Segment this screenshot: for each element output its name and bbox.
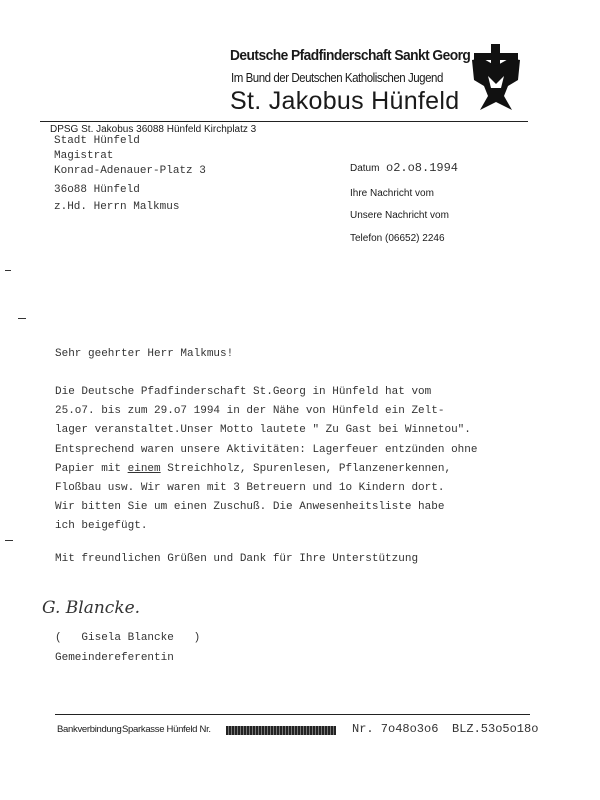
underlined-word: einem	[127, 463, 161, 475]
bank-code: BLZ.53o5o18o	[452, 722, 539, 736]
branch-name: St. Jakobus Hünfeld	[230, 87, 460, 115]
date-value: o2.o8.1994	[386, 161, 459, 175]
sender-line: DPSG St. Jakobus 36088 Hünfeld Kirchplatz 3	[50, 124, 257, 135]
fold-mark	[5, 270, 11, 271]
bank-label: Bankverbindung	[57, 724, 122, 735]
body-line: Entsprechend waren unsere Aktivitäten: Lagerfeuer entzünden ohne	[55, 444, 478, 456]
body-line: Die Deutsche Pfadfinderschaft St.Georg in Hünfeld hat vom	[55, 386, 432, 398]
our-message-label: Unsere Nachricht vom	[350, 210, 449, 221]
bank-name: Sparkasse Hünfeld Nr.	[122, 724, 211, 735]
signature: G. Blancke.	[42, 598, 141, 618]
signer-name: ( Gisela Blancke )	[55, 632, 201, 644]
dpsg-lily-cross-icon	[468, 44, 524, 112]
body-line: ich beigefügt.	[55, 520, 148, 532]
body-line: Wir bitten Sie um einen Zuschuß. Die Anwesenheitsliste habe	[55, 501, 445, 513]
organization-affiliation: Im Bund der Deutschen Katholischen Jugend	[231, 71, 443, 85]
recipient-line: z.Hd. Herrn Malkmus	[54, 201, 180, 213]
recipient-line: Magistrat	[54, 150, 114, 162]
phone: Telefon (06652) 2246	[350, 233, 445, 244]
header-divider	[40, 121, 528, 122]
body-line: 25.o7. bis zum 29.o7 1994 in der Nähe von Hünfeld ein Zelt-	[55, 405, 445, 417]
overprinted-account-number	[226, 726, 336, 735]
fold-mark	[18, 318, 26, 319]
recipient-line: Stadt Hünfeld	[54, 135, 140, 147]
salutation: Sehr geehrter Herr Malkmus!	[55, 348, 234, 360]
account-number: Nr. 7o48o3o6	[352, 722, 439, 736]
signer-title: Gemeindereferentin	[55, 652, 174, 664]
your-message-label: Ihre Nachricht vom	[350, 188, 434, 199]
body-text: Papier mit	[55, 463, 128, 475]
body-line: lager veranstaltet.Unser Motto lautete " Zu Gast bei Winnetou".	[55, 424, 471, 436]
date-label: Datum	[350, 163, 380, 174]
body-line: Floßbau usw. Wir waren mit 3 Betreuern und 1o Kindern dort.	[55, 482, 445, 494]
body-line	[55, 463, 451, 475]
punch-mark	[5, 540, 13, 541]
recipient-line: Konrad-Adenauer-Platz 3	[54, 165, 206, 177]
body-text: Streichholz, Spurenlesen, Pflanzenerkennen,	[160, 463, 452, 475]
recipient-line: 36o88 Hünfeld	[54, 184, 140, 196]
footer-divider	[55, 714, 530, 715]
closing: Mit freundlichen Grüßen und Dank für Ihre Unterstützung	[55, 553, 419, 565]
organization-name: Deutsche Pfadfinderschaft Sankt Georg	[230, 47, 471, 64]
